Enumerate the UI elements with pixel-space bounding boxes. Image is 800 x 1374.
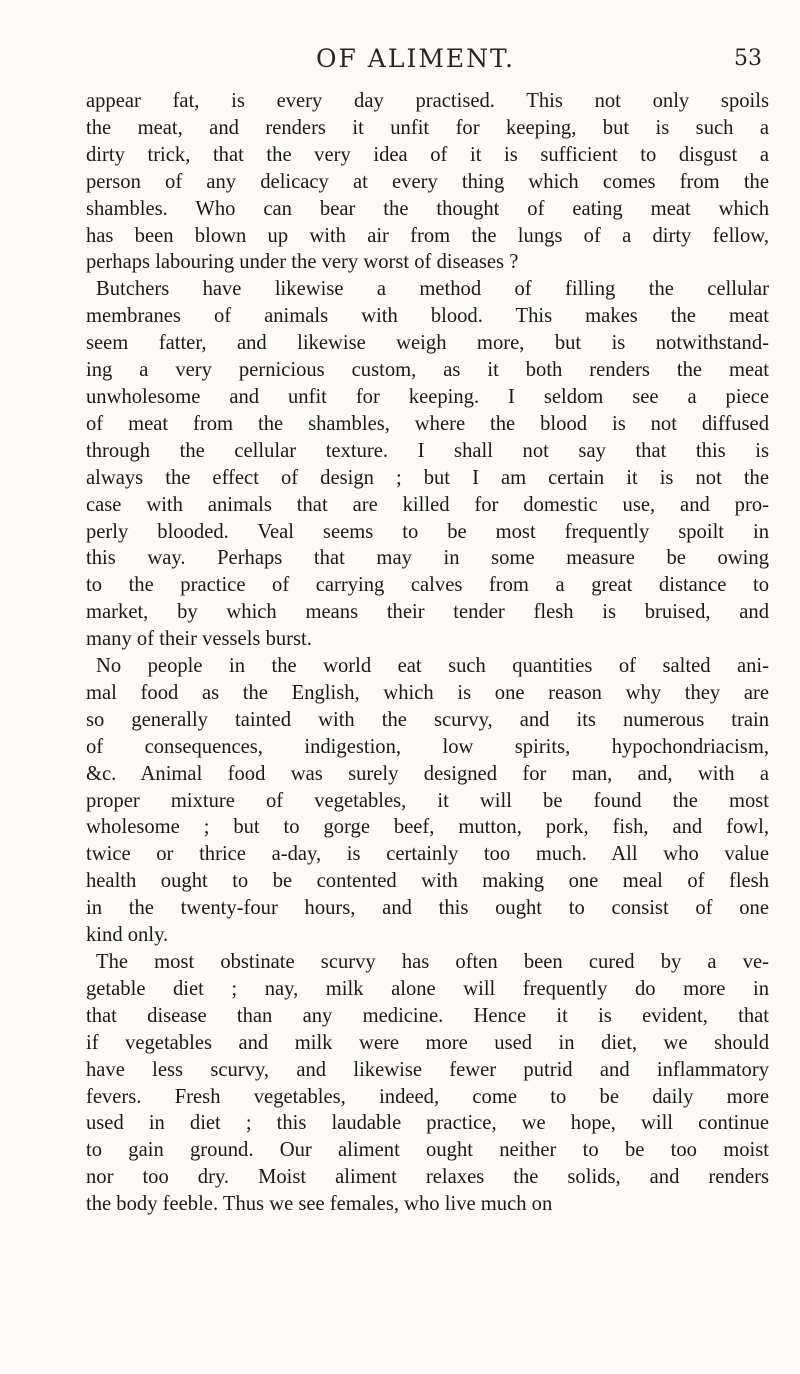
paragraph [86, 949, 769, 1218]
text-line: used in diet ; this laudable practice, we hope, will continue [86, 1112, 769, 1135]
text-line: membranes of animals with blood. This makes the meat [86, 305, 769, 328]
text-line: health ought to be contented with making one meal of flesh [86, 870, 769, 893]
text-line: unwholesome and unfit for keeping. I seldom see a piece [86, 385, 769, 408]
paragraph [86, 653, 769, 949]
text-line: appear fat, is every day practised. This not only spoils [86, 90, 769, 112]
running-header [90, 44, 770, 84]
text-line: dirty trick, that the very idea of it is sufficient to disgust a [86, 143, 769, 166]
text-line: fevers. Fresh vegetables, indeed, come to be daily more [86, 1085, 769, 1108]
text-line: have less scurvy, and likewise fewer putrid and inflammatory [86, 1058, 769, 1081]
text-line: the body feeble. Thus we see females, who live much on [86, 1193, 553, 1216]
text-line: Butchers have likewise a method of filling the cellular [96, 278, 769, 301]
text-line: person of any delicacy at every thing which comes from the [86, 170, 769, 193]
text-line: the meat, and renders it unfit for keeping, but is such a [86, 116, 769, 139]
text-line: through the cellular texture. I shall not say that this is [86, 439, 769, 462]
paragraph [86, 88, 769, 276]
text-line: The most obstinate scurvy has often been cured by a ve- [96, 951, 769, 973]
text-line: has been blown up with air from the lungs of a dirty fellow, [86, 224, 769, 247]
text-line: twice or thrice a-day, is certainly too much. All who value [86, 843, 769, 866]
text-line: proper mixture of vegetables, it will be found the most [86, 789, 769, 812]
body-text [86, 88, 769, 1218]
paragraph [86, 276, 769, 653]
text-line: of consequences, indigestion, low spirits, hypochondriacism, [86, 735, 769, 758]
text-line: so generally tainted with the scurvy, and its numerous train [86, 708, 769, 731]
text-line: &c. Animal food was surely designed for man, and, with a [86, 762, 769, 785]
text-line: if vegetables and milk were more used in diet, we should [86, 1031, 769, 1054]
text-line: always the effect of design ; but I am certain it is not the [86, 466, 769, 489]
text-line: of meat from the shambles, where the blood is not diffused [86, 412, 769, 435]
text-line: nor too dry. Moist aliment relaxes the solids, and renders [86, 1166, 769, 1189]
text-line: getable diet ; nay, milk alone will frequently do more in [86, 977, 769, 1000]
text-line: many of their vessels burst. [86, 628, 312, 651]
text-line: wholesome ; but to gorge beef, mutton, pork, fish, and fowl, [86, 816, 769, 839]
text-line: in the twenty-four hours, and this ought to consist of one [86, 897, 769, 920]
text-line: seem fatter, and likewise weigh more, but is notwithstand- [86, 332, 769, 355]
text-line: to gain ground. Our aliment ought neither to be too moist [86, 1139, 769, 1162]
text-line: that disease than any medicine. Hence it is evident, that [86, 1004, 769, 1027]
text-line: ing a very pernicious custom, as it both renders the meat [86, 359, 769, 382]
text-line: shambles. Who can bear the thought of eating meat which [86, 197, 769, 220]
text-line: case with animals that are killed for domestic use, and pro- [86, 493, 769, 516]
text-line: kind only. [86, 924, 169, 947]
text-line: No people in the world eat such quantities of salted ani- [96, 655, 769, 678]
text-line: market, by which means their tender flesh is bruised, and [86, 601, 769, 624]
running-title: OF ALIMENT. [316, 44, 515, 73]
page-number: 53 [734, 46, 762, 71]
text-line: this way. Perhaps that may in some measure be owing [86, 547, 769, 570]
text-line: to the practice of carrying calves from a great distance to [86, 574, 769, 597]
text-line: perly blooded. Veal seems to be most frequently spoilt in [86, 520, 769, 543]
text-line: perhaps labouring under the very worst of diseases ? [86, 251, 519, 274]
text-line: mal food as the English, which is one reason why they are [86, 681, 769, 704]
